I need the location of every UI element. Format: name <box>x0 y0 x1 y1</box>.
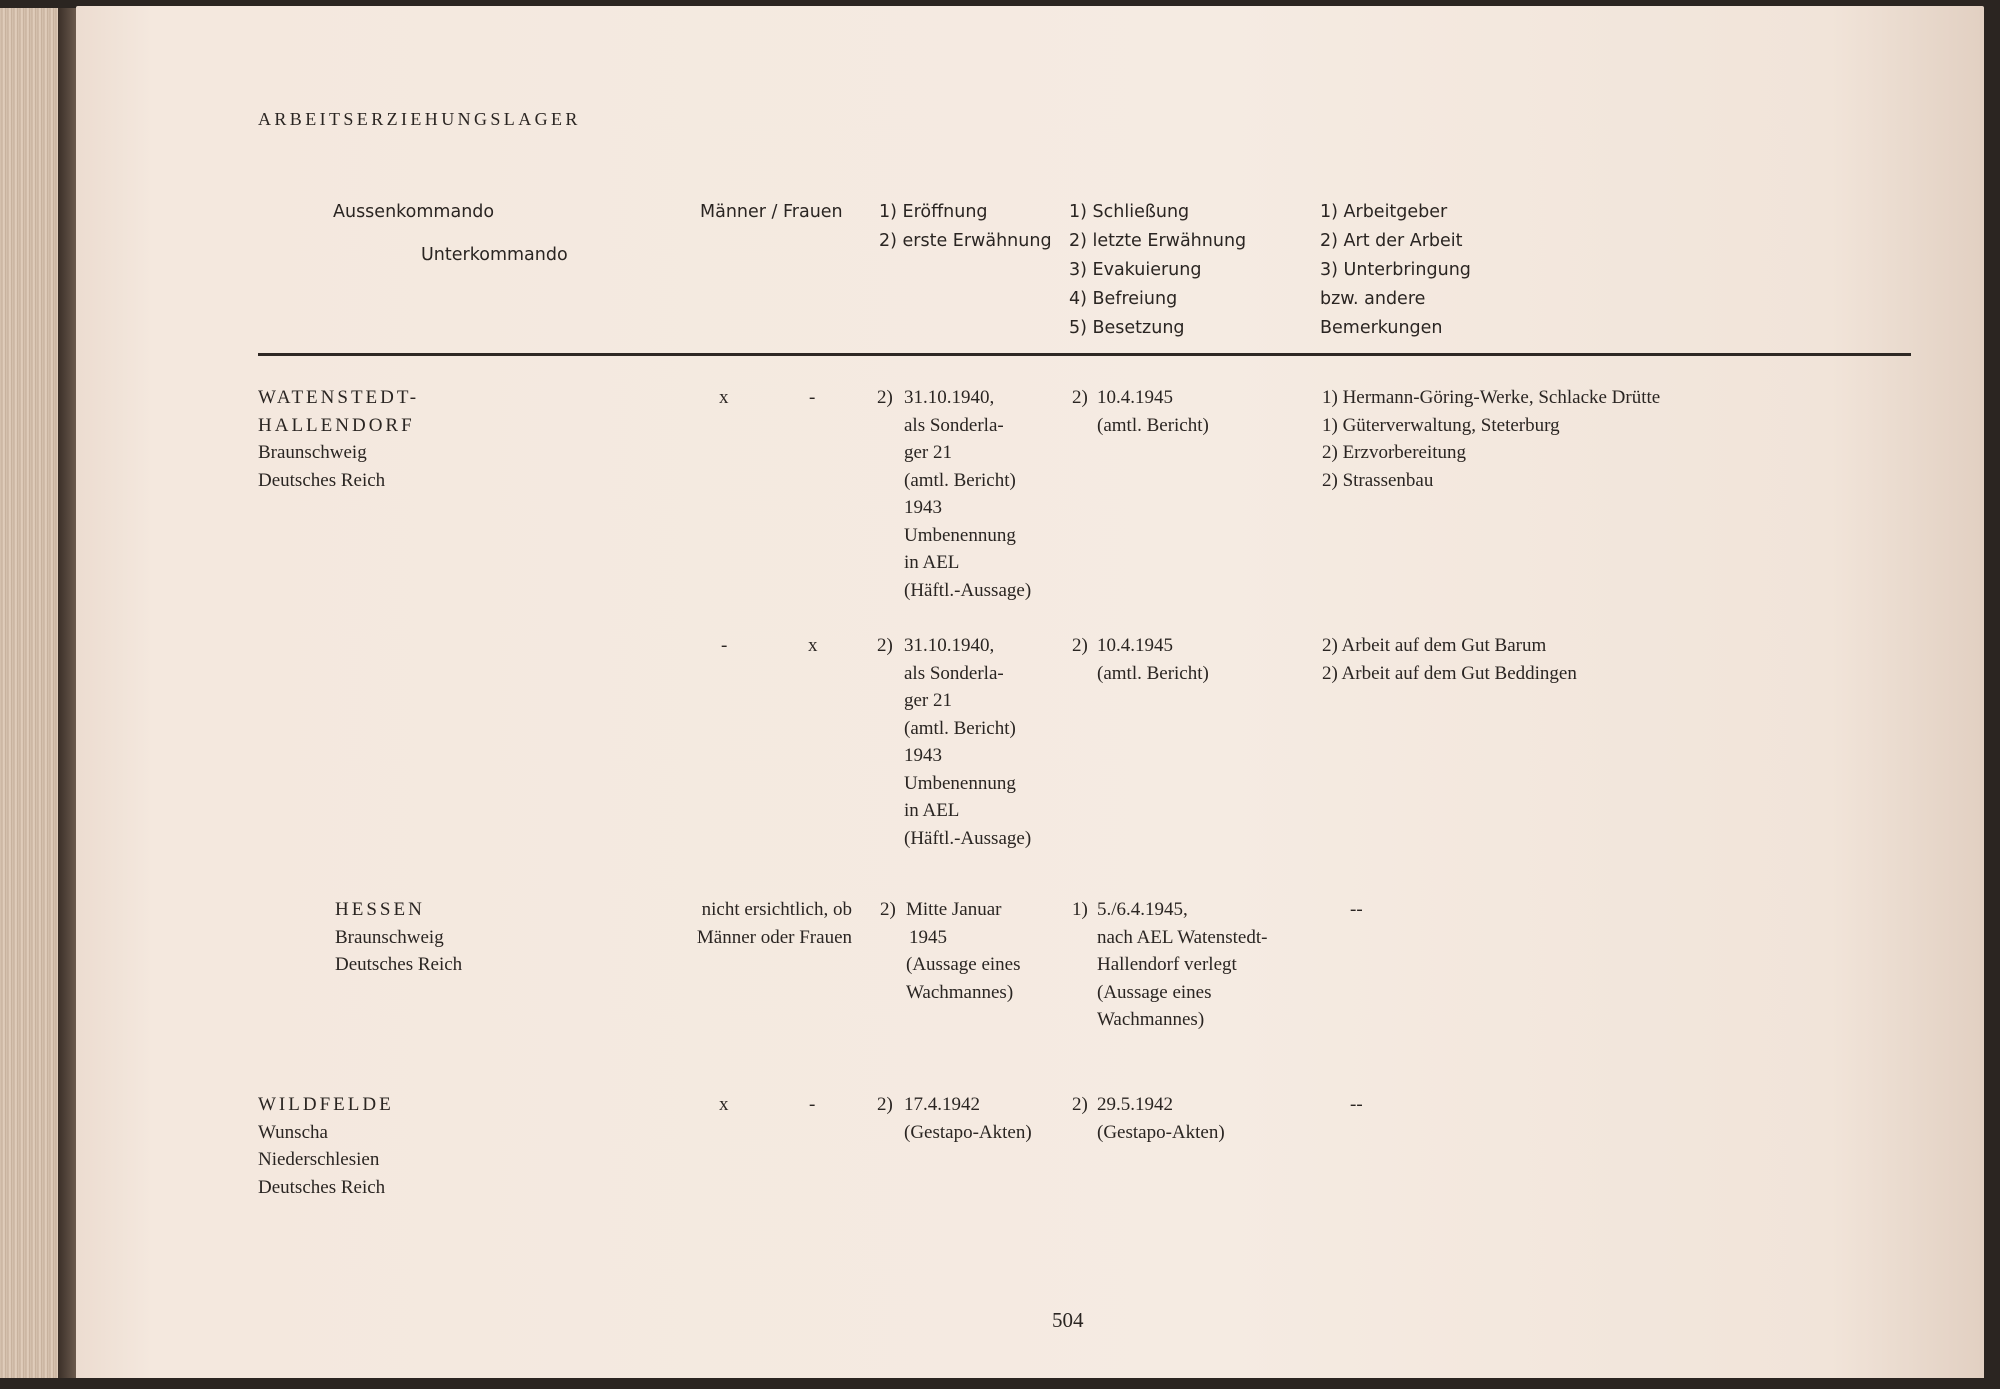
schliessung-line: Hallendorf verlegt <box>1097 954 1237 975</box>
schliessung-line: 10.4.1945 <box>1097 635 1173 656</box>
entry-watenstedt-frauen-eroeffnung <box>904 632 1031 852</box>
header-arbeit-line: 1) Arbeitgeber <box>1320 202 1448 222</box>
schliessung-num: 2) <box>1072 387 1088 408</box>
arbeit-line: 2) Strassenbau <box>1322 469 1434 491</box>
header-schliessung-line: 2) letzte Erwähnung <box>1069 231 1247 251</box>
arbeit-line: 2) Erzvorbereitung <box>1322 442 1467 463</box>
mf-text-line: nicht ersichtlich, ob <box>701 899 852 920</box>
entry-hessen-schliessung <box>1097 896 1267 1034</box>
camp-country: Deutsches Reich <box>258 1176 386 1198</box>
eroeffnung-num: 2) <box>877 1094 893 1115</box>
entry-hessen-arbeit: -- <box>1350 899 1363 920</box>
entry-wildfelde-eroeffnung <box>904 1091 1032 1146</box>
camp-name: HALLENDORF <box>258 414 415 436</box>
eroeffnung-line: 1943 <box>904 497 942 518</box>
arbeit-line: 2) Arbeit auf dem Gut Barum <box>1322 635 1547 656</box>
schliessung-line: (Gestapo-Akten) <box>1097 1121 1225 1143</box>
header-unterkommando: Unterkommando <box>421 245 568 265</box>
scan-border-bottom <box>0 1378 2000 1389</box>
eroeffnung-line: 17.4.1942 <box>904 1094 980 1115</box>
header-schliessung-line: 3) Evakuierung <box>1069 260 1202 280</box>
maenner-mark: x <box>719 1094 729 1115</box>
header-schliessung <box>1069 198 1246 343</box>
header-rule <box>258 353 1911 356</box>
eroeffnung-line: (amtl. Bericht) <box>904 717 1016 739</box>
camp-name: WILDFELDE <box>258 1094 394 1115</box>
eroeffnung-line: (amtl. Bericht) <box>904 469 1016 491</box>
entry-watenstedt-eroeffnung <box>904 384 1031 604</box>
header-schliessung-line: 5) Besetzung <box>1069 318 1185 338</box>
camp-country: Deutsches Reich <box>258 469 386 491</box>
entry-watenstedt-frauen-schliessung <box>1097 632 1209 687</box>
eroeffnung-line: 1943 <box>904 745 942 766</box>
eroeffnung-num: 2) <box>880 899 896 920</box>
frauen-mark: - <box>809 387 816 408</box>
scan-border-right <box>1984 0 2000 1389</box>
entry-hessen-eroeffnung <box>906 896 1021 1006</box>
schliessung-line: (amtl. Bericht) <box>1097 662 1209 684</box>
camp-location: Wunscha <box>258 1121 328 1143</box>
spine-shadow <box>58 8 76 1383</box>
eroeffnung-line: als Sonderla- <box>904 662 1004 684</box>
header-maenner-frauen: Männer / Frauen <box>700 202 843 222</box>
entry-watenstedt-frauen-arbeit <box>1322 632 1577 687</box>
header-arbeit-line: bzw. andere <box>1320 289 1426 309</box>
eroeffnung-line: 31.10.1940, <box>904 387 995 408</box>
eroeffnung-line: 1945 <box>909 926 947 948</box>
camp-name: HESSEN <box>335 899 425 920</box>
eroeffnung-line: (Aussage eines <box>906 954 1021 975</box>
eroeffnung-line: in AEL <box>904 800 960 821</box>
header-aussenkommando: Aussenkommando <box>333 202 495 222</box>
eroeffnung-line: Umbenennung <box>904 772 1016 794</box>
eroeffnung-num: 2) <box>877 387 893 408</box>
frauen-mark: x <box>808 635 818 656</box>
eroeffnung-line: Mitte Januar <box>906 899 1002 920</box>
frauen-mark: - <box>809 1094 816 1115</box>
camp-location: Braunschweig <box>258 442 367 463</box>
schliessung-line: nach AEL Watenstedt- <box>1097 926 1268 948</box>
camp-location: Braunschweig <box>335 926 444 948</box>
eroeffnung-line: (Gestapo-Akten) <box>904 1121 1032 1143</box>
maenner-mark: x <box>719 387 729 408</box>
camp-name: WATENSTEDT- <box>258 387 420 408</box>
camp-region: Niederschlesien <box>258 1149 380 1170</box>
header-eroeffnung-line: 2) erste Erwähnung <box>879 231 1052 251</box>
entry-hessen-name <box>335 896 462 979</box>
arbeit-line: 1) Güterverwaltung, Steterburg <box>1322 414 1560 436</box>
eroeffnung-line: Umbenennung <box>904 524 1016 546</box>
schliessung-line: (Aussage eines <box>1097 981 1212 1003</box>
header-eroeffnung-line: 1) Eröffnung <box>879 202 988 222</box>
schliessung-num: 2) <box>1072 635 1088 656</box>
arbeit-line: 2) Arbeit auf dem Gut Beddingen <box>1322 662 1577 684</box>
schliessung-line: (amtl. Bericht) <box>1097 414 1209 436</box>
schliessung-line: 5./6.4.1945, <box>1097 899 1188 920</box>
entry-watenstedt-schliessung <box>1097 384 1209 439</box>
entry-wildfelde-schliessung <box>1097 1091 1225 1146</box>
eroeffnung-line: ger 21 <box>904 690 953 711</box>
eroeffnung-line: (Häftl.-Aussage) <box>904 827 1032 849</box>
header-arbeit-line: 2) Art der Arbeit <box>1320 231 1463 251</box>
entry-hessen-mf <box>652 896 852 951</box>
header-eroeffnung <box>879 198 1052 256</box>
eroeffnung-line: ger 21 <box>904 442 953 463</box>
header-schliessung-line: 4) Befreiung <box>1069 289 1178 309</box>
header-schliessung-line: 1) Schließung <box>1069 202 1190 222</box>
header-arbeit <box>1320 198 1471 343</box>
header-arbeit-line: 3) Unterbringung <box>1320 260 1471 280</box>
page-number: 504 <box>1052 1308 1084 1332</box>
header-arbeit-line: Bemerkungen <box>1320 318 1443 338</box>
arbeit-line: 1) Hermann-Göring-Werke, Schlacke Drütte <box>1322 387 1661 408</box>
schliessung-num: 1) <box>1072 899 1088 920</box>
eroeffnung-line: Wachmannes) <box>906 981 1014 1003</box>
entry-wildfelde-arbeit: -- <box>1350 1094 1363 1115</box>
section-title: ARBEITSERZIEHUNGSLAGER <box>258 109 581 129</box>
entry-watenstedt-arbeit <box>1322 384 1660 494</box>
eroeffnung-line: in AEL <box>904 552 960 573</box>
entry-watenstedt-name <box>258 384 419 494</box>
eroeffnung-line: 31.10.1940, <box>904 635 995 656</box>
schliessung-num: 2) <box>1072 1094 1088 1115</box>
entry-wildfelde-name <box>258 1091 394 1201</box>
schliessung-line: 10.4.1945 <box>1097 387 1173 408</box>
mf-text-line: Männer oder Frauen <box>696 926 852 948</box>
schliessung-line: 29.5.1942 <box>1097 1094 1173 1115</box>
camp-country: Deutsches Reich <box>335 954 463 975</box>
eroeffnung-line: als Sonderla- <box>904 414 1004 436</box>
schliessung-line: Wachmannes) <box>1097 1009 1205 1030</box>
eroeffnung-num: 2) <box>877 635 893 656</box>
maenner-mark: - <box>721 635 728 656</box>
eroeffnung-line: (Häftl.-Aussage) <box>904 579 1032 601</box>
